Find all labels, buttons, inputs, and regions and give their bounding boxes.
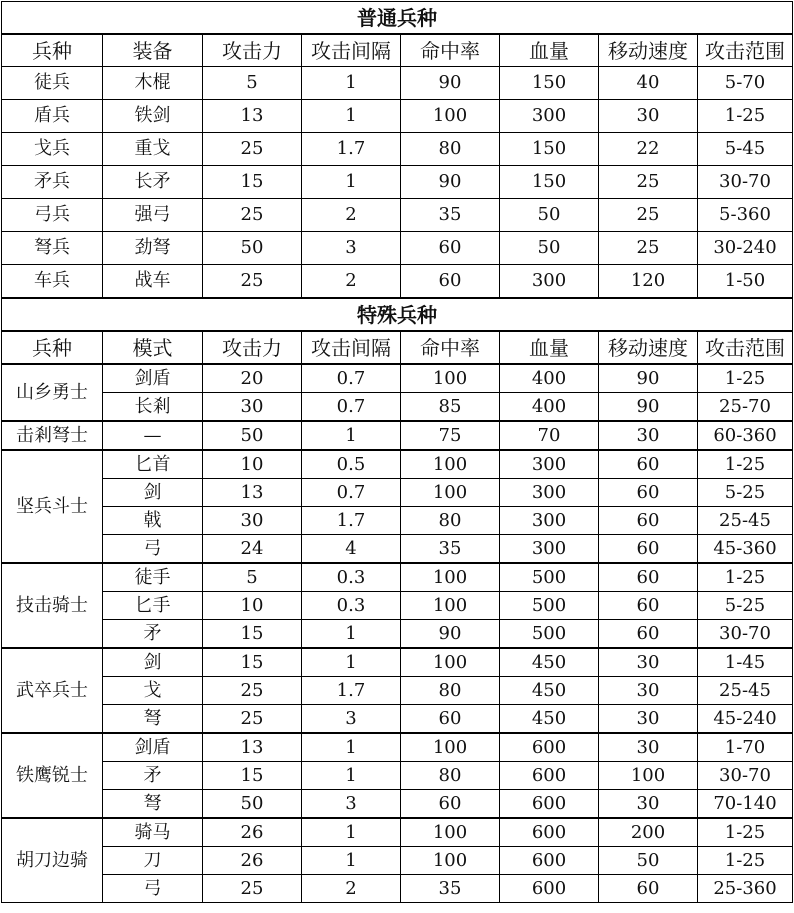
table-cell: 100 <box>401 364 500 393</box>
table-cell: 30 <box>203 507 302 535</box>
table-cell: 90 <box>599 393 698 422</box>
table-cell: 30 <box>599 100 698 133</box>
column-header: 攻击间隔 <box>302 331 401 364</box>
table-cell: 0.7 <box>302 393 401 422</box>
table-cell: 30 <box>203 393 302 422</box>
table-cell: 1 <box>302 762 401 790</box>
unit-name: 矛兵 <box>2 166 103 199</box>
table-cell: 25 <box>203 133 302 166</box>
table-cell: 50 <box>599 847 698 875</box>
mode-name: 长剎 <box>103 393 203 422</box>
table-cell: 80 <box>401 762 500 790</box>
table-cell: 90 <box>401 166 500 199</box>
table-cell: 35 <box>401 875 500 903</box>
unit-mode-row <box>2 421 793 450</box>
table-cell: 1-70 <box>698 733 793 762</box>
table-cell: 120 <box>599 265 698 299</box>
table-cell: 60 <box>599 620 698 649</box>
mode-name: 戈 <box>103 677 203 705</box>
table-cell: 500 <box>500 620 599 649</box>
table-cell: 450 <box>500 705 599 734</box>
table-cell: 50 <box>203 790 302 819</box>
unit-mode-row <box>2 479 793 507</box>
unit-mode-row <box>2 790 793 819</box>
unit-mode-row <box>2 507 793 535</box>
unit-name: 戈兵 <box>2 133 103 166</box>
table-cell: 0.5 <box>302 450 401 479</box>
table-cell: 100 <box>401 100 500 133</box>
special-unit-name: 技击骑士 <box>2 563 103 648</box>
table-cell: 30 <box>599 648 698 677</box>
unit-mode-row <box>2 592 793 620</box>
section-title-row <box>2 2 793 35</box>
mode-name: 弩 <box>103 790 203 819</box>
table-cell: 1-50 <box>698 265 793 299</box>
table-cell: 80 <box>401 507 500 535</box>
mode-name: 刀 <box>103 847 203 875</box>
table-cell: 450 <box>500 677 599 705</box>
table-cell: 400 <box>500 393 599 422</box>
special-unit-name: 坚兵斗士 <box>2 450 103 563</box>
table-cell: 劲弩 <box>103 232 203 265</box>
table-cell: 75 <box>401 421 500 450</box>
table-cell: 2 <box>302 199 401 232</box>
table-body <box>2 2 793 903</box>
section-title-common: 普通兵种 <box>2 2 793 35</box>
table-cell: 30-240 <box>698 232 793 265</box>
table-cell: 1.7 <box>302 507 401 535</box>
unit-name: 徒兵 <box>2 67 103 100</box>
table-cell: 60 <box>599 592 698 620</box>
table-cell: 10 <box>203 592 302 620</box>
table-cell: 25 <box>203 677 302 705</box>
special-unit-name: 胡刀边骑 <box>2 818 103 903</box>
table-cell: 100 <box>401 450 500 479</box>
table-cell: 600 <box>500 733 599 762</box>
table-cell: 60 <box>599 563 698 592</box>
table-cell: 25 <box>599 166 698 199</box>
table-cell: 50 <box>203 421 302 450</box>
header-row <box>2 331 793 364</box>
table-cell: 3 <box>302 232 401 265</box>
unit-mode-row <box>2 393 793 422</box>
unit-mode-row <box>2 677 793 705</box>
table-cell: 13 <box>203 733 302 762</box>
table-cell: 30-70 <box>698 166 793 199</box>
table-cell: 3 <box>302 705 401 734</box>
table-cell: 0.3 <box>302 563 401 592</box>
table-cell: 60 <box>401 265 500 299</box>
table-cell: 26 <box>203 847 302 875</box>
table-cell: 1-25 <box>698 818 793 847</box>
table-cell: 100 <box>401 592 500 620</box>
table-cell: 15 <box>203 648 302 677</box>
table-cell: 100 <box>401 733 500 762</box>
unit-mode-row <box>2 563 793 592</box>
table-cell: 2 <box>302 265 401 299</box>
special-unit-name: 山乡勇士 <box>2 364 103 421</box>
table-cell: 20 <box>203 364 302 393</box>
table-cell: 300 <box>500 265 599 299</box>
table-cell: 强弓 <box>103 199 203 232</box>
table-cell: 90 <box>401 67 500 100</box>
table-cell: 4 <box>302 535 401 564</box>
table-cell: 60 <box>401 232 500 265</box>
table-cell: 600 <box>500 790 599 819</box>
table-cell: 30 <box>599 733 698 762</box>
table-cell: 40 <box>599 67 698 100</box>
mode-name: 戟 <box>103 507 203 535</box>
table-cell: 60-360 <box>698 421 793 450</box>
mode-name: 徒手 <box>103 563 203 592</box>
column-header: 命中率 <box>401 34 500 67</box>
unit-stats-table <box>1 1 793 903</box>
header-row <box>2 34 793 67</box>
table-cell: 1-25 <box>698 563 793 592</box>
table-cell: 50 <box>500 232 599 265</box>
unit-name: 弩兵 <box>2 232 103 265</box>
unit-name: 车兵 <box>2 265 103 299</box>
unit-mode-row <box>2 648 793 677</box>
table-cell: 300 <box>500 479 599 507</box>
table-cell: 1-25 <box>698 100 793 133</box>
table-cell: 5-25 <box>698 479 793 507</box>
mode-name: 矛 <box>103 762 203 790</box>
mode-name: 剑 <box>103 648 203 677</box>
table-cell: 25-45 <box>698 507 793 535</box>
table-cell: 150 <box>500 166 599 199</box>
table-cell: 1 <box>302 818 401 847</box>
table-cell: 30 <box>599 677 698 705</box>
table-cell: 100 <box>401 479 500 507</box>
unit-mode-row <box>2 450 793 479</box>
special-unit-name: 击剎弩士 <box>2 421 103 450</box>
table-cell: 25-70 <box>698 393 793 422</box>
unit-mode-row <box>2 535 793 564</box>
column-header: 模式 <box>103 331 203 364</box>
column-header: 攻击间隔 <box>302 34 401 67</box>
table-cell: 15 <box>203 166 302 199</box>
table-cell: 30 <box>599 705 698 734</box>
unit-mode-row <box>2 733 793 762</box>
table-cell: 60 <box>599 479 698 507</box>
table-cell: 600 <box>500 818 599 847</box>
table-cell: 80 <box>401 133 500 166</box>
section-title-row <box>2 298 793 331</box>
table-cell: 0.3 <box>302 592 401 620</box>
unit-mode-row <box>2 620 793 649</box>
table-cell: 0.7 <box>302 364 401 393</box>
table-cell: 25 <box>203 875 302 903</box>
table-cell: 80 <box>401 677 500 705</box>
table-cell: 300 <box>500 507 599 535</box>
unit-row <box>2 166 793 199</box>
table-cell: 60 <box>599 875 698 903</box>
table-cell: 木棍 <box>103 67 203 100</box>
table-cell: 60 <box>599 535 698 564</box>
table-cell: 26 <box>203 818 302 847</box>
table-cell: 3 <box>302 790 401 819</box>
mode-name: 骑马 <box>103 818 203 847</box>
mode-name: 弩 <box>103 705 203 734</box>
table-cell: 30-70 <box>698 620 793 649</box>
table-cell: 1-25 <box>698 450 793 479</box>
unit-mode-row <box>2 818 793 847</box>
table-cell: 90 <box>599 364 698 393</box>
table-cell: 25-360 <box>698 875 793 903</box>
column-header: 血量 <box>500 331 599 364</box>
table-cell: 450 <box>500 648 599 677</box>
mode-name: 剑盾 <box>103 364 203 393</box>
table-cell: 300 <box>500 535 599 564</box>
special-unit-name: 铁鹰锐士 <box>2 733 103 818</box>
table-cell: 45-240 <box>698 705 793 734</box>
table-cell: 600 <box>500 847 599 875</box>
table-cell: 85 <box>401 393 500 422</box>
table-cell: 30 <box>599 421 698 450</box>
unit-mode-row <box>2 762 793 790</box>
mode-name: 剑 <box>103 479 203 507</box>
unit-name: 盾兵 <box>2 100 103 133</box>
table-cell: 45-360 <box>698 535 793 564</box>
table-cell: 24 <box>203 535 302 564</box>
table-cell: 400 <box>500 364 599 393</box>
table-cell: 1-45 <box>698 648 793 677</box>
special-unit-name: 武卒兵士 <box>2 648 103 733</box>
mode-name: 弓 <box>103 875 203 903</box>
table-cell: 1 <box>302 648 401 677</box>
table-cell: 5-45 <box>698 133 793 166</box>
table-cell: 1 <box>302 421 401 450</box>
mode-name: 剑盾 <box>103 733 203 762</box>
table-cell: 1-25 <box>698 847 793 875</box>
table-cell: 500 <box>500 592 599 620</box>
table-cell: 15 <box>203 762 302 790</box>
unit-mode-row <box>2 364 793 393</box>
column-header: 攻击力 <box>203 331 302 364</box>
table-cell: 1-25 <box>698 364 793 393</box>
table-cell: 200 <box>599 818 698 847</box>
unit-row <box>2 100 793 133</box>
table-cell: 70-140 <box>698 790 793 819</box>
unit-row <box>2 265 793 299</box>
table-cell: 铁剑 <box>103 100 203 133</box>
table-cell: 1 <box>302 733 401 762</box>
mode-name: 匕手 <box>103 592 203 620</box>
unit-mode-row <box>2 847 793 875</box>
table-cell: 60 <box>401 705 500 734</box>
table-cell: 35 <box>401 199 500 232</box>
table-cell: 600 <box>500 875 599 903</box>
table-cell: 70 <box>500 421 599 450</box>
table-cell: 600 <box>500 762 599 790</box>
table-cell: 5-25 <box>698 592 793 620</box>
table-cell: 90 <box>401 620 500 649</box>
table-cell: 1 <box>302 67 401 100</box>
table-cell: 25 <box>599 232 698 265</box>
table-cell: 5 <box>203 67 302 100</box>
column-header: 血量 <box>500 34 599 67</box>
table-cell: 35 <box>401 535 500 564</box>
section-title-special: 特殊兵种 <box>2 298 793 331</box>
table-cell: 50 <box>203 232 302 265</box>
table-cell: 13 <box>203 479 302 507</box>
table-cell: 150 <box>500 67 599 100</box>
table-cell: 重戈 <box>103 133 203 166</box>
column-header: 命中率 <box>401 331 500 364</box>
table-cell: 100 <box>401 818 500 847</box>
column-header: 攻击力 <box>203 34 302 67</box>
unit-mode-row <box>2 875 793 903</box>
table-cell: 25 <box>203 265 302 299</box>
table-cell: 30 <box>599 790 698 819</box>
mode-name: — <box>103 421 203 450</box>
table-cell: 25 <box>599 199 698 232</box>
table-cell: 150 <box>500 133 599 166</box>
table-cell: 1 <box>302 166 401 199</box>
column-header: 兵种 <box>2 34 103 67</box>
table-cell: 战车 <box>103 265 203 299</box>
table-cell: 1.7 <box>302 677 401 705</box>
table-cell: 0.7 <box>302 479 401 507</box>
unit-mode-row <box>2 705 793 734</box>
column-header: 移动速度 <box>599 331 698 364</box>
unit-row <box>2 133 793 166</box>
table-cell: 100 <box>401 563 500 592</box>
mode-name: 矛 <box>103 620 203 649</box>
table-cell: 500 <box>500 563 599 592</box>
table-cell: 60 <box>599 450 698 479</box>
table-cell: 300 <box>500 450 599 479</box>
table-cell: 1 <box>302 620 401 649</box>
table-cell: 22 <box>599 133 698 166</box>
unit-row <box>2 67 793 100</box>
unit-row <box>2 232 793 265</box>
table-cell: 60 <box>401 790 500 819</box>
table-cell: 100 <box>599 762 698 790</box>
table-cell: 100 <box>401 847 500 875</box>
table-cell: 300 <box>500 100 599 133</box>
table-cell: 30-70 <box>698 762 793 790</box>
column-header: 攻击范围 <box>698 34 793 67</box>
table-cell: 25-45 <box>698 677 793 705</box>
table-cell: 5-70 <box>698 67 793 100</box>
table-cell: 100 <box>401 648 500 677</box>
table-cell: 5 <box>203 563 302 592</box>
column-header: 兵种 <box>2 331 103 364</box>
table-cell: 2 <box>302 875 401 903</box>
column-header: 攻击范围 <box>698 331 793 364</box>
table-cell: 15 <box>203 620 302 649</box>
table-cell: 25 <box>203 705 302 734</box>
table-cell: 长矛 <box>103 166 203 199</box>
unit-name: 弓兵 <box>2 199 103 232</box>
unit-row <box>2 199 793 232</box>
table-cell: 50 <box>500 199 599 232</box>
mode-name: 弓 <box>103 535 203 564</box>
table-cell: 1 <box>302 847 401 875</box>
table-cell: 13 <box>203 100 302 133</box>
table-cell: 25 <box>203 199 302 232</box>
column-header: 装备 <box>103 34 203 67</box>
table-cell: 60 <box>599 507 698 535</box>
table-cell: 1 <box>302 100 401 133</box>
column-header: 移动速度 <box>599 34 698 67</box>
table-cell: 5-360 <box>698 199 793 232</box>
table-cell: 10 <box>203 450 302 479</box>
table-cell: 1.7 <box>302 133 401 166</box>
mode-name: 匕首 <box>103 450 203 479</box>
